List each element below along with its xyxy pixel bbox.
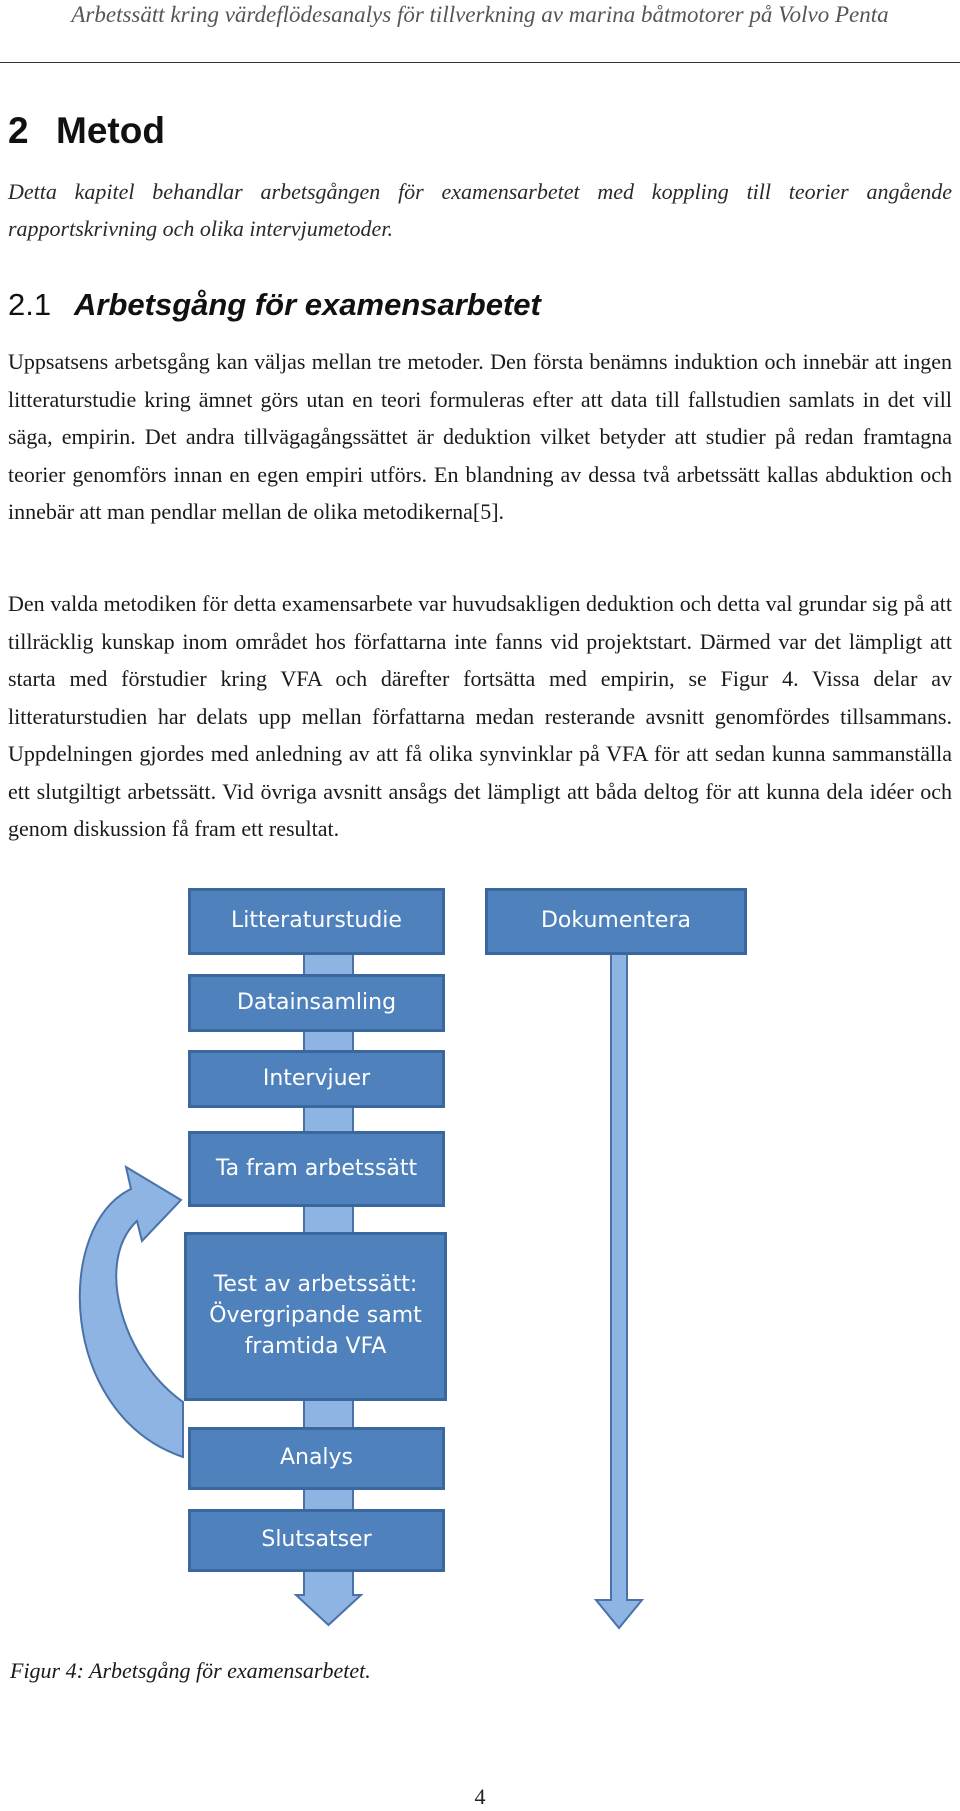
- figure-caption: Figur 4: Arbetsgång för examensarbetet.: [10, 1658, 371, 1683]
- feedback-arrow: [80, 1167, 183, 1457]
- chapter-number: 2: [8, 110, 29, 151]
- step-dokumentera: Dokumentera: [485, 888, 747, 955]
- chapter-intro: Detta kapitel behandlar arbetsgången för examensarbetet med koppling till teorier angående rapportskrivning och olika intervjumetoder.: [8, 179, 952, 241]
- document-arrow: [596, 954, 642, 1628]
- section-number: 2.1: [8, 287, 52, 322]
- step-ta-fram-arbetssatt: Ta fram arbetssätt: [188, 1131, 445, 1207]
- paragraph-chosen-method: Den valda metodiken för detta examensarbete var huvudsakligen deduktion och detta val grundar sig på att tillräcklig kunskap inom området hos författarna inte fanns vid projektstart. Därmed var det lämpligt att starta med förstudier kring VFA och därefter fortsätta med empirin, se Figur 4. Vissa delar av litteraturstudien har delats upp mellan författarna medan resterande avsnitt genomfördes tillsammans. Uppdelningen gjordes med anledning av att få olika synvinklar på VFA för att sedan kunna sammanställa ett slutgiltigt arbetssätt. Vid övriga avsnitt ansågs det lämpligt att båda deltog för att kunna dela idéer och genom diskussion få fram ett resultat.: [8, 591, 952, 841]
- step-slutsatser: Slutsatser: [188, 1509, 445, 1572]
- step-datainsamling: Datainsamling: [188, 974, 445, 1032]
- running-header: Arbetssätt kring värdeflödesanalys för tillverkning av marina båtmotorer på Volvo Penta: [71, 2, 889, 27]
- paragraph-methods: Uppsatsens arbetsgång kan väljas mellan tre metoder. Den första benämns induktion och innebär att ingen litteraturstudie kring ämnet görs utan en teori formuleras efter att data till fallstudien samlats in det vill säga, empirin. Det andra tillvägagångssättet är deduktion vilket betyder att studier på redan framtagna teorier genomförs innan en egen empiri utförs. En blandning av dessa två arbetssätt kallas abduktion och innebär att man pendlar mellan de olika metodikerna[5].: [8, 349, 952, 524]
- step-litteraturstudie: Litteraturstudie: [188, 888, 445, 955]
- step-test-av-arbetssatt: Test av arbetssätt: Övergripande samt framtida VFA: [184, 1232, 447, 1401]
- page-number: 4: [474, 1784, 486, 1809]
- chapter-title: Metod: [56, 110, 165, 151]
- section-title: Arbetsgång för examensarbetet: [74, 287, 541, 322]
- step-analys: Analys: [188, 1427, 445, 1490]
- step-intervjuer: Intervjuer: [188, 1050, 445, 1108]
